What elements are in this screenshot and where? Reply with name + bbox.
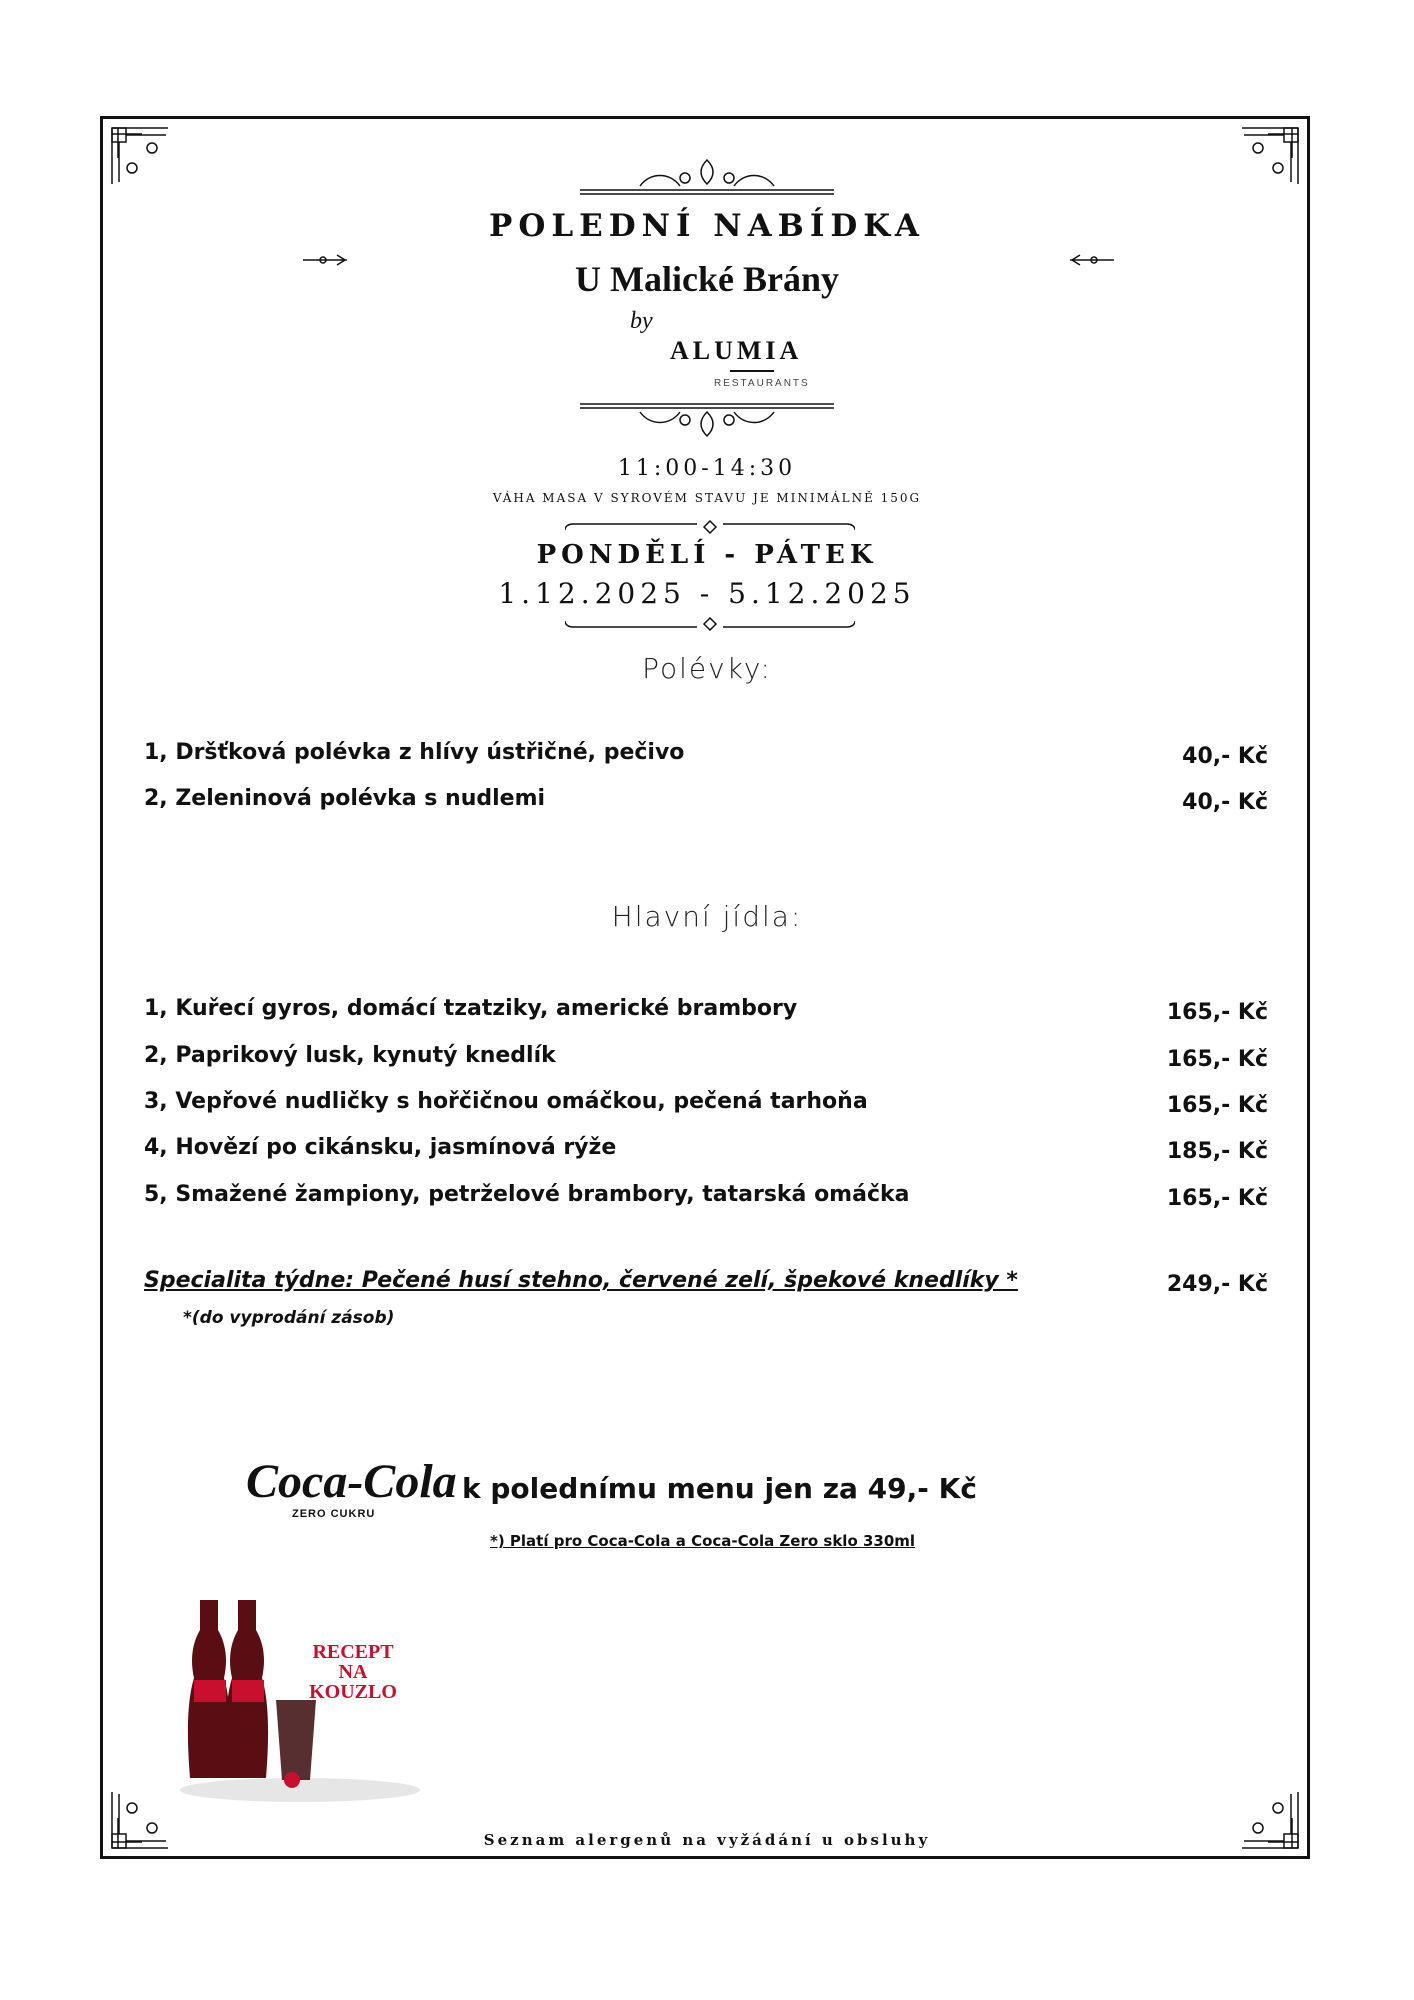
coca-cola-wordmark: Coca-Cola (246, 1455, 457, 1508)
weekly-special (144, 1268, 1268, 1302)
logo-divider (730, 370, 774, 372)
coca-cola-bottles-image (180, 1590, 440, 1810)
main-item-price: 185,- Kč (1166, 1139, 1268, 1164)
divider-top-icon (565, 520, 855, 534)
main-item (144, 1043, 1268, 1077)
special-name: Specialita týdne: Pečené husí stehno, červené zelí, špekové knedlíky * (144, 1268, 1018, 1293)
days-range: PONDĚLÍ - PÁTEK (536, 540, 878, 570)
main-item-name: 2, Paprikový lusk, kynutý knedlík (144, 1043, 556, 1068)
date-range: 1.12.2025 - 5.12.2025 (498, 577, 916, 610)
divider-bottom-icon (565, 617, 855, 631)
coca-cola-logo (246, 1455, 457, 1536)
main-item-price: 165,- Kč (1166, 1000, 1268, 1025)
soup-item-price: 40,- Kč (1182, 744, 1268, 769)
logo-sub: RESTAURANTS (714, 378, 810, 389)
main-item-name: 5, Smažené žampiony, petrželové brambory, tatarská omáčka (144, 1182, 910, 1207)
main-item (144, 996, 1268, 1030)
main-item-price: 165,- Kč (1166, 1186, 1268, 1211)
corner-ornament-top-right-icon (1240, 126, 1300, 186)
restaurant-name: U Malické Brány (575, 259, 839, 299)
soup-item-price: 40,- Kč (1182, 790, 1268, 815)
main-item (144, 1089, 1268, 1123)
main-item (144, 1182, 1268, 1216)
soup-item (144, 740, 1268, 774)
weight-note: VÁHA MASA V SYROVÉM STAVU JE MINIMÁLNĚ 150G (492, 491, 922, 505)
logo-brand: ALUMIA (670, 336, 803, 365)
soup-item-name: 1, Dršťková polévka z hlívy ústřičné, pečivo (144, 740, 685, 765)
main-item-price: 165,- Kč (1166, 1047, 1268, 1072)
mains-heading: Hlavní jídla: (611, 900, 803, 933)
main-item (144, 1135, 1268, 1169)
special-note: *(do vyprodání zásob) (183, 1308, 395, 1328)
main-item-name: 4, Hovězí po cikánsku, jasmínová rýže (144, 1135, 617, 1160)
corner-ornament-top-left-icon (110, 126, 170, 186)
bottom-flourish-icon (580, 400, 834, 440)
main-item-name: 1, Kuřecí gyros, domácí tzatziky, americké brambory (144, 996, 798, 1021)
main-item-price: 165,- Kč (1166, 1093, 1268, 1118)
opening-hours: 11:00-14:30 (617, 456, 797, 481)
main-item-name: 3, Vepřové nudličky s hořčičnou omáčkou, pečená tarhoňa (144, 1089, 868, 1114)
recept-badge: RECEPT NA KOUZLO (309, 1641, 397, 1703)
soup-item-name: 2, Zeleninová polévka s nudlemi (144, 786, 546, 811)
alumia-logo (630, 308, 850, 392)
coca-cola-sub: ZERO CUKRU (292, 1508, 376, 1520)
soups-heading: Polévky: (642, 652, 772, 685)
cola-note: *) Platí pro Coca-Cola a Coca-Cola Zero sklo 330ml (490, 1532, 916, 1550)
top-flourish-icon (580, 156, 834, 196)
soup-item (144, 786, 1268, 820)
special-price: 249,- Kč (1166, 1272, 1268, 1297)
cola-offer: k polednímu menu jen za 49,- Kč (462, 1472, 977, 1505)
menu-title: POLEDNÍ NABÍDKA (489, 208, 925, 244)
logo-by: by (630, 308, 653, 334)
footer-allergens: Seznam alergenů na vyžádání u obsluhy (483, 1831, 931, 1849)
